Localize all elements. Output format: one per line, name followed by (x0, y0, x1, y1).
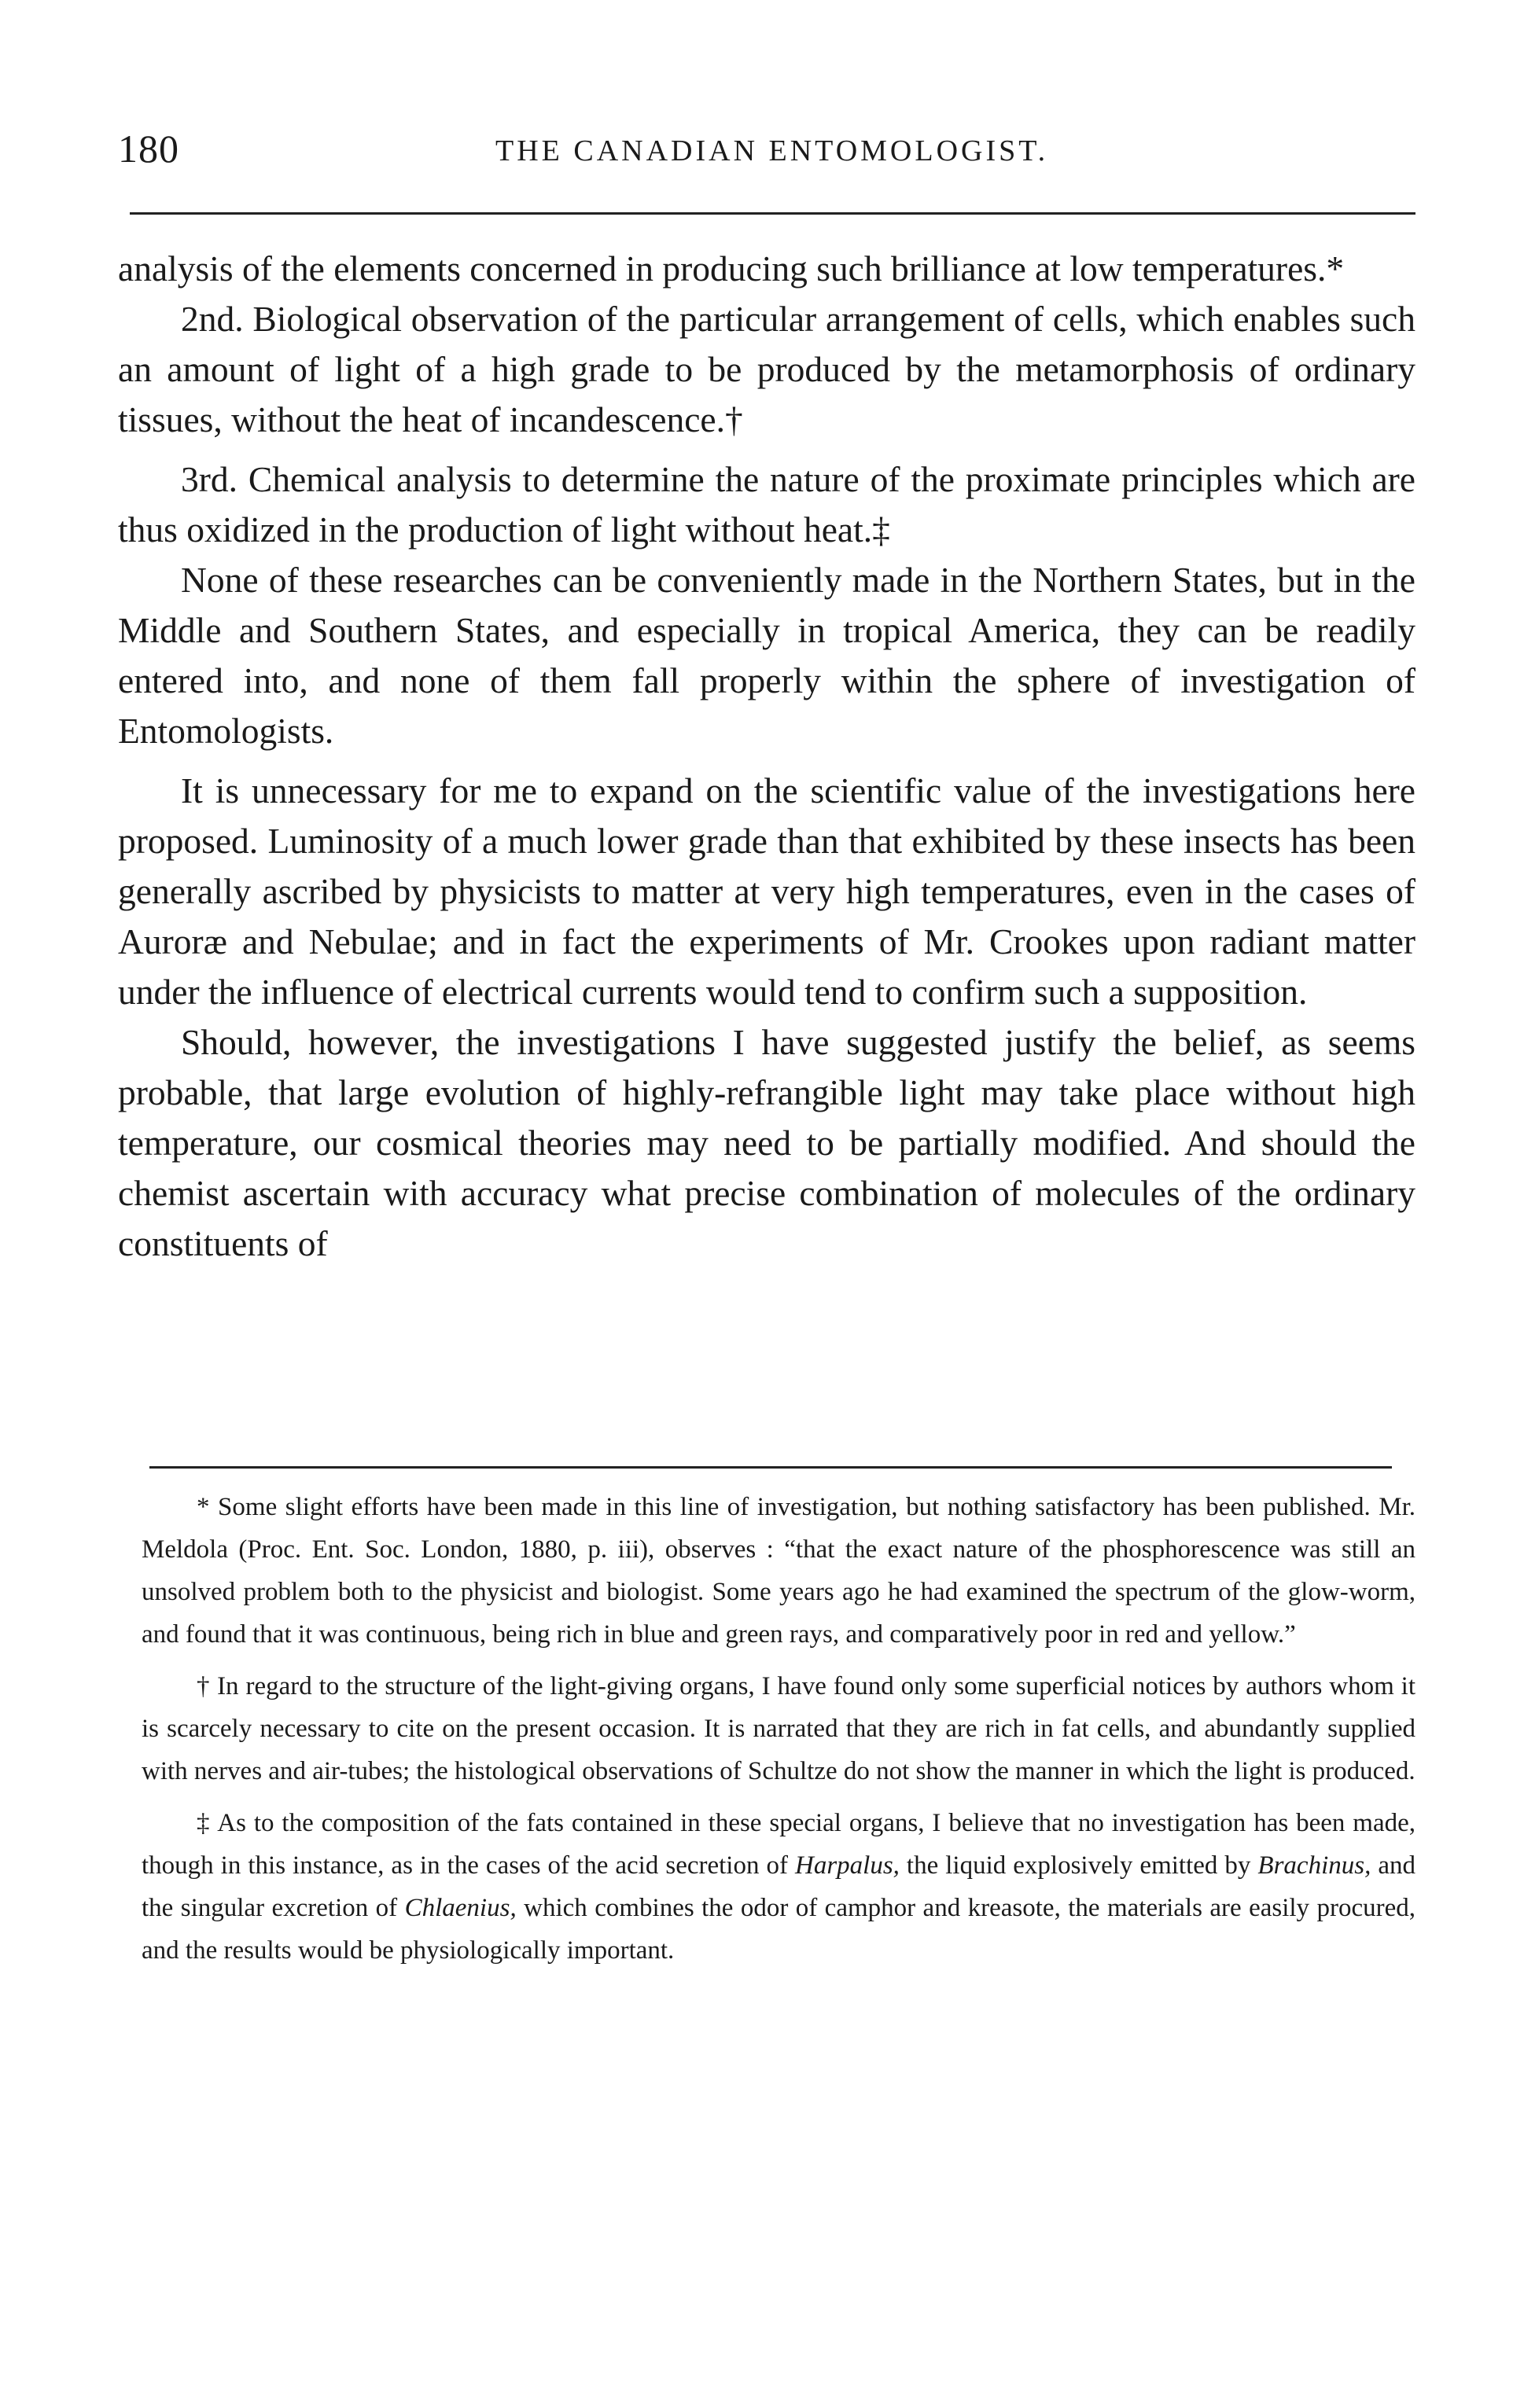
footnote-mark: † (197, 1672, 211, 1700)
paragraph-scientific-value: It is unnecessary for me to expand on the scientific value of the investigations here proposed. Luminosity of a much lower grade than that exhibited by these insects has been generally ascribed by physicists to matter at very high temperatures, even in the cases of Auroræ and Nebulae; and in fact the experiments of Mr. Crookes upon radiant matter under the influence of electrical currents would tend to confirm such a supposition. (118, 770, 1415, 1012)
paragraph-third-point: 3rd. Chemical analysis to determine the nature of the proximate principles which are thus oxidized in the production of light without heat.‡ (118, 459, 1415, 550)
paragraph-continuation: analysis of the elements concerned in producing such brilliance at low temperatures.* (118, 248, 1345, 289)
taxon-name: Chlaenius, (404, 1894, 517, 1922)
footnote-text: Some slight efforts have been made in this line of investigation, but nothing satisfactory has been published. Mr. Meldola (Proc. Ent. Soc. London, 1880, p. iii), observes : “that the exact nature of the phosphorescence was still an unsolved problem both to the physicist and biologist. Some years ago he had examined the spectrum of the glow-worm, and found that it was continuous, being rich in blue and green rays, and comparatively poor in red and yellow.” (142, 1493, 1416, 1649)
footnotes (142, 1486, 1415, 1981)
footnote-text: the liquid explosively emitted by (899, 1851, 1258, 1880)
footnote-mark: * (197, 1493, 210, 1521)
footnote-double-dagger (142, 1802, 1415, 1972)
footnote-dagger (142, 1665, 1415, 1792)
footnote-rule (149, 1466, 1392, 1469)
footnote-text: and the singular excretion of (142, 1851, 1416, 1922)
footnote-text: which combines the odor of camphor and kreasote, the materials are easily procured, and the results would be physiologically important. (142, 1894, 1416, 1965)
header-rule (130, 212, 1415, 215)
page-header (118, 110, 1415, 173)
book-page (118, 110, 1416, 1965)
body-text (118, 244, 1415, 1269)
page-number: 180 (118, 127, 179, 171)
taxon-name: Harpalus, (794, 1851, 900, 1880)
paragraph-second-point: 2nd. Biological observation of the particular arrangement of cells, which enables such an amount of light of a high grade to be produced by the metamorphosis of ordinary tissues, without the heat of incandescence.† (118, 299, 1415, 439)
footnote-text: In regard to the structure of the light-giving organs, I have found only some superficial notices by authors whom it is scarcely necessary to cite on the present occasion. It is narrated that they are rich in fat cells, and abundantly supplied with nerves and air-tubes; the histological observations of Schultze do not show the manner in which the light is produced. (142, 1672, 1415, 1785)
footnote-asterisk (142, 1486, 1415, 1656)
taxon-name: Brachinus, (1257, 1851, 1371, 1880)
footnote-mark: ‡ (197, 1809, 212, 1837)
paragraph-cosmical-theories: Should, however, the investigations I have suggested justify the belief, as seems probable, that large evolution of highly-refrangible light may take place without high temperature, our cosmical theories may need to be partially modified. And should the chemist ascertain with accuracy what precise combination of molecules of the ordinary constituents of (118, 1022, 1415, 1263)
running-title: THE CANADIAN ENTOMOLOGIST. (495, 134, 1049, 167)
footnote-text: As to the composition of the fats contained in these special organs, I believe that no investigation has been made, though in this instance, as in the cases of the acid secretion of (142, 1809, 1415, 1880)
paragraph-researches: None of these researches can be conveniently made in the Northern States, but in the Middle and Southern States, and especially in tropical America, they can be readily entered into, and none of them fall properly within the sphere of investigation of Entomologists. (118, 560, 1415, 751)
